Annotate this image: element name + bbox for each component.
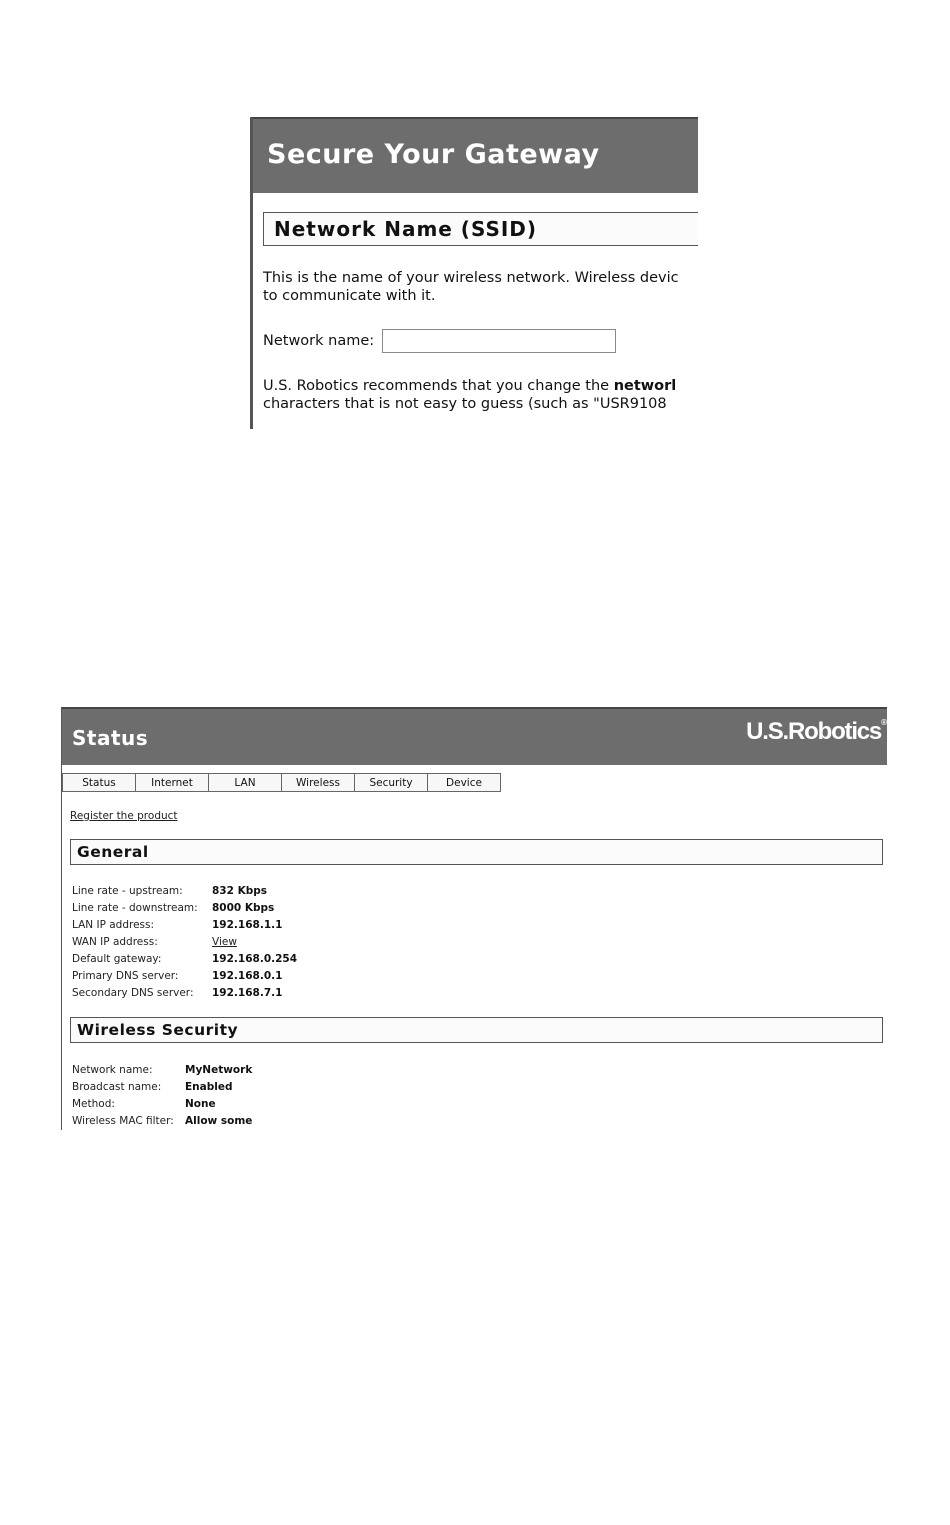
register-product-link[interactable]: Register the product <box>70 810 178 822</box>
row-label: Primary DNS server: <box>72 969 179 982</box>
row-value: 832 Kbps <box>212 884 267 897</box>
page-title: Status <box>72 726 149 750</box>
recommendation-bold-text: networl <box>613 378 677 394</box>
tab-security[interactable]: Security <box>354 773 428 792</box>
row-value: 192.168.7.1 <box>212 986 283 999</box>
row-label: Method: <box>72 1097 115 1110</box>
usrobotics-logo <box>746 718 887 746</box>
tab-lan[interactable]: LAN <box>208 773 282 792</box>
table-row <box>72 882 297 899</box>
intro-line-2: to communicate with it. <box>263 288 436 304</box>
status-window <box>61 707 887 1130</box>
row-value: Allow some <box>185 1114 253 1127</box>
row-label: Wireless MAC filter: <box>72 1114 174 1127</box>
table-row <box>72 1078 252 1095</box>
table-row <box>72 950 297 967</box>
section-title: Wireless Security <box>77 1021 239 1039</box>
logo-text: U.S.Robotics <box>746 718 882 745</box>
table-row <box>72 967 297 984</box>
page-title: Secure Your Gateway <box>267 139 600 170</box>
tab-bar <box>62 773 500 792</box>
network-name-input[interactable] <box>382 329 616 353</box>
intro-text <box>263 269 698 305</box>
table-row <box>72 1095 252 1112</box>
recommendation-text-start: U.S. Robotics recommends that you change the <box>263 378 614 394</box>
table-row <box>72 933 297 950</box>
tab-device[interactable]: Device <box>427 773 501 792</box>
row-label: Line rate - upstream: <box>72 884 183 897</box>
row-label: Network name: <box>72 1063 153 1076</box>
view-wan-ip-link[interactable]: View <box>212 935 237 948</box>
secure-gateway-window <box>250 117 698 429</box>
general-section-header <box>70 839 883 865</box>
table-row <box>72 1061 252 1078</box>
row-value: 192.168.1.1 <box>212 918 283 931</box>
table-row <box>72 1112 252 1129</box>
row-label: WAN IP address: <box>72 935 158 948</box>
tab-internet[interactable]: Internet <box>135 773 209 792</box>
header-banner <box>253 117 698 193</box>
row-label: Secondary DNS server: <box>72 986 194 999</box>
row-value: 192.168.0.1 <box>212 969 283 982</box>
row-label: Line rate - downstream: <box>72 901 198 914</box>
registered-mark: ® <box>881 718 887 727</box>
tab-status[interactable]: Status <box>62 773 136 792</box>
row-value: 192.168.0.254 <box>212 952 298 965</box>
row-label: Default gateway: <box>72 952 162 965</box>
section-title: General <box>77 843 149 861</box>
row-value: None <box>185 1097 216 1110</box>
intro-line-1: This is the name of your wireless network. Wireless devic <box>263 270 679 286</box>
row-label: LAN IP address: <box>72 918 155 931</box>
recommendation-text <box>263 377 698 413</box>
table-row <box>72 984 297 1001</box>
ssid-section-header <box>263 212 698 246</box>
table-row <box>72 916 297 933</box>
recommendation-line-1 <box>263 377 698 395</box>
wireless-security-table <box>72 1061 252 1129</box>
row-value: MyNetwork <box>185 1063 253 1076</box>
table-row <box>72 899 297 916</box>
row-label: Broadcast name: <box>72 1080 162 1093</box>
wireless-security-section-header <box>70 1017 883 1043</box>
recommendation-line-2: characters that is not easy to guess (such as "USR9108 <box>263 396 667 412</box>
header-banner <box>62 707 887 765</box>
row-value: Enabled <box>185 1080 233 1093</box>
network-name-label: Network name: <box>263 333 375 349</box>
tab-wireless[interactable]: Wireless <box>281 773 355 792</box>
row-value-cell <box>212 933 297 950</box>
row-value: 8000 Kbps <box>212 901 275 914</box>
general-info-table <box>72 882 297 1001</box>
network-name-row <box>263 328 616 354</box>
section-title: Network Name (SSID) <box>274 217 538 241</box>
